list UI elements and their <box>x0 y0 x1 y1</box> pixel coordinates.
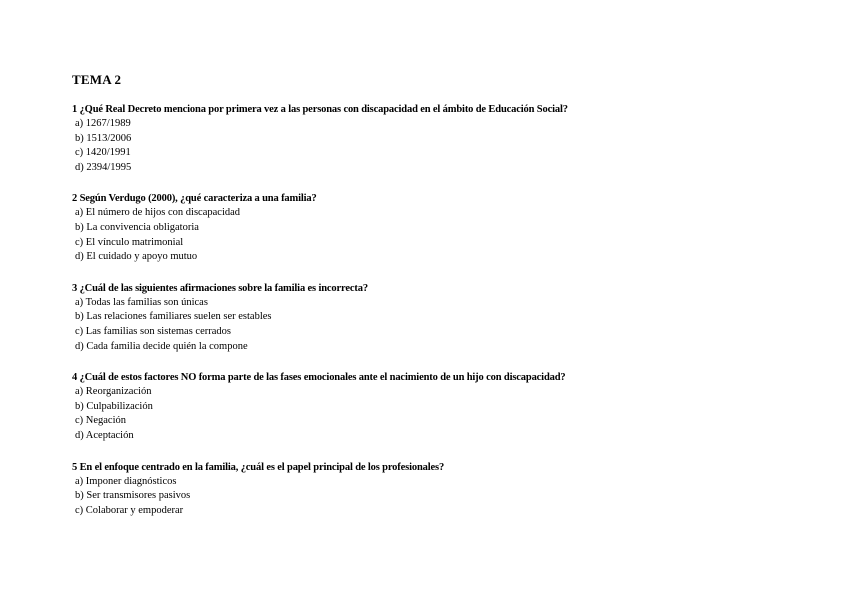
question-2 <box>72 191 812 264</box>
answer-option-c: c) Negación <box>75 415 127 427</box>
answer-option-c: c) El vínculo matrimonial <box>75 236 184 248</box>
question-1 <box>72 102 812 175</box>
answer-option-b: b) Ser transmisores pasivos <box>75 490 191 502</box>
answer-options <box>72 385 812 443</box>
answer-options <box>72 475 812 519</box>
question-4 <box>72 370 812 443</box>
answer-options <box>72 296 812 354</box>
answer-options <box>72 117 812 175</box>
answer-option-a: a) Todas las familias son únicas <box>75 296 208 308</box>
question-text: 5 En el enfoque centrado en la familia, ¿cuál es el papel principal de los profesionales? <box>72 461 445 473</box>
answer-option-a: a) Imponer diagnósticos <box>75 475 177 487</box>
answer-option-d: d) Aceptación <box>75 429 134 441</box>
answer-option-b: b) 1513/2006 <box>75 132 132 144</box>
answer-option-a: a) 1267/1989 <box>75 118 131 129</box>
question-text: 1 ¿Qué Real Decreto menciona por primera vez a las personas con discapacidad en el ámbito de Educación Social? <box>72 104 568 115</box>
question-text: 2 Según Verdugo (2000), ¿qué caracteriza a una familia? <box>72 193 317 205</box>
answer-option-b: b) Las relaciones familiares suelen ser estables <box>75 311 272 323</box>
answer-option-b: b) La convivencia obligatoria <box>75 221 199 233</box>
answer-option-c: c) Colaborar y empoderar <box>75 504 184 516</box>
question-text: 4 ¿Cuál de estos factores NO forma parte de las fases emocionales ante el nacimiento de un hijo con discapacidad? <box>72 372 566 384</box>
answer-options <box>72 206 812 264</box>
answer-option-c: c) Las familias son sistemas cerrados <box>75 325 231 337</box>
answer-option-a: a) El número de hijos con discapacidad <box>75 207 241 219</box>
answer-option-a: a) Reorganización <box>75 386 152 398</box>
question-3 <box>72 281 812 354</box>
document-page <box>72 72 812 534</box>
answer-option-d: d) 2394/1995 <box>75 161 132 173</box>
question-5 <box>72 460 812 519</box>
page-title: TEMA 2 <box>72 72 122 87</box>
answer-option-d: d) El cuidado y apoyo mutuo <box>75 251 198 263</box>
question-text: 3 ¿Cuál de las siguientes afirmaciones sobre la familia es incorrecta? <box>72 282 368 294</box>
answer-option-d: d) Cada familia decide quién la compone <box>75 340 248 352</box>
answer-option-b: b) Culpabilización <box>75 400 153 412</box>
answer-option-c: c) 1420/1991 <box>75 147 131 159</box>
